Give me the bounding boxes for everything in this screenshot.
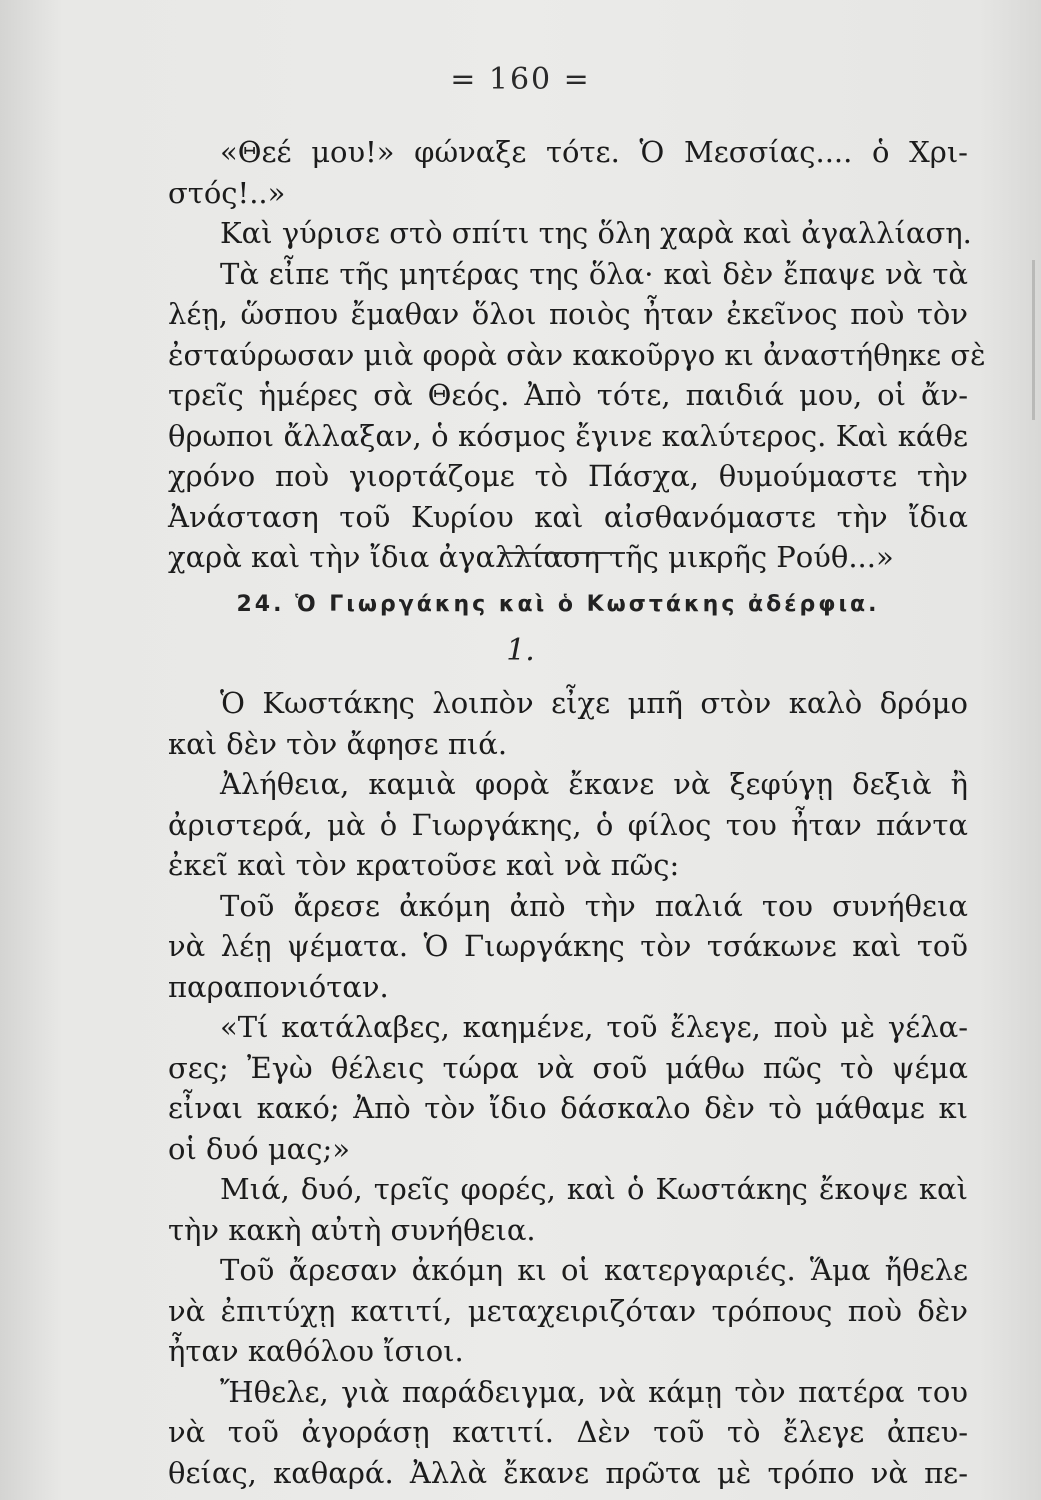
chapter-part-number: 1.: [506, 633, 535, 668]
text-line: θείας, καθαρά. Ἀλλὰ ἔκανε πρῶτα μὲ τρόπο νὰ πε-: [168, 1455, 968, 1490]
text-line: τὴν κακὴ αὐτὴ συνήθεια.: [168, 1212, 536, 1247]
text-line: παραπονιόταν.: [168, 969, 389, 1004]
text-line: σες; Ἐγὼ θέλεις τώρα νὰ σοῦ μάθω πῶς τὸ ψέμα: [168, 1050, 968, 1085]
text-line: λέῃ, ὥσπου ἔμαθαν ὅλοι ποιὸς ἦταν ἐκεῖνος ποὺ τὸν: [168, 297, 968, 331]
page-number: = 160 =: [450, 62, 591, 97]
text-line: Καὶ γύρισε στὸ σπίτι της ὅλη χαρὰ καὶ ἀγαλλίαση.: [220, 216, 972, 250]
text-line: νὰ ἐπιτύχῃ κατιτί, μεταχειριζόταν τρόπους ποὺ δὲν: [168, 1293, 968, 1328]
text-line: ἀριστερά, μὰ ὁ Γιωργάκης, ὁ φίλος του ἦταν πάντα: [168, 807, 968, 842]
text-line: θρωποι ἄλλαξαν, ὁ κόσμος ἔγινε καλύτερος. Καὶ κάθε: [168, 418, 968, 453]
page-edge-shadow: [1032, 260, 1035, 420]
text-line: «Θεέ μου!» φώναξε τότε. Ὁ Μεσσίας.... ὁ Χρι-: [220, 135, 968, 169]
text-line: νὰ λέῃ ψέματα. Ὁ Γιωργάκης τὸν τσάκωνε καὶ τοῦ: [168, 929, 968, 963]
paragraph-block-chapter-text: [168, 683, 968, 1493]
text-line: Ἤθελε, γιὰ παράδειγμα, νὰ κάμῃ τὸν πατέρα του: [220, 1374, 968, 1409]
text-line: ἦταν καθόλου ἴσιοι.: [168, 1334, 464, 1368]
text-line: ἐκεῖ καὶ τὸν κρατοῦσε καὶ νὰ πῶς:: [168, 848, 680, 882]
text-line: καὶ δὲν τὸν ἄφησε πιά.: [168, 726, 508, 761]
text-line: εἶναι κακό; Ἀπὸ τὸν ἴδιο δάσκαλο δὲν τὸ μάθαμε κι: [168, 1091, 968, 1125]
text-line: τρεῖς ἡμέρες σὰ Θεός. Ἀπὸ τότε, παιδιά μου, οἱ ἄν-: [168, 378, 968, 412]
text-line: οἱ δυό μας;»: [168, 1131, 351, 1166]
text-line: Ἀλήθεια, καμιὰ φορὰ ἔκανε νὰ ξεφύγῃ δεξιὰ ἢ: [220, 767, 968, 801]
section-separator: [500, 552, 625, 554]
text-line: Ἀνάσταση τοῦ Κυρίου καὶ αἰσθανόμαστε τὴν ἴδια: [168, 499, 968, 534]
text-line: Τὰ εἶπε τῆς μητέρας της ὅλα· καὶ δὲν ἔπαψε νὰ τὰ: [220, 256, 968, 291]
text-line: χρόνο ποὺ γιορτάζομε τὸ Πάσχα, θυμούμαστε τὴν: [168, 459, 968, 493]
text-line: «Τί κατάλαβες, καημένε, τοῦ ἔλεγε, ποὺ μὲ γέλα-: [220, 1010, 968, 1044]
text-line: Μιά, δυό, τρεῖς φορές, καὶ ὁ Κωστάκης ἔκοψε καὶ: [220, 1172, 968, 1206]
text-line: Τοῦ ἄρεσε ἀκόμη ἀπὸ τὴν παλιά του συνήθεια: [220, 888, 968, 923]
text-line: Ὁ Κωστάκης λοιπὸν εἶχε μπῆ στὸν καλὸ δρόμο: [220, 686, 968, 720]
text-line: ἐσταύρωσαν μιὰ φορὰ σὰν κακοῦργο κι ἀναστήθηκε σὲ: [168, 337, 986, 372]
text-line: στός!..»: [168, 175, 286, 210]
text-line: χαρὰ καὶ τὴν ἴδια ἀγαλλίαση τῆς μικρῆς Ρούθ...»: [168, 540, 894, 574]
chapter-title: 24. Ὁ Γιωργάκης καὶ ὁ Κωστάκης ἀδέρφια.: [236, 592, 880, 617]
paragraph-block-ending-story: [168, 132, 986, 578]
text-line: νὰ τοῦ ἀγοράσῃ κατιτί. Δὲν τοῦ τὸ ἔλεγε ἀπευ-: [168, 1415, 968, 1449]
text-line: Τοῦ ἄρεσαν ἀκόμη κι οἱ κατεργαριές. Ἅμα ἤθελε: [220, 1253, 968, 1287]
